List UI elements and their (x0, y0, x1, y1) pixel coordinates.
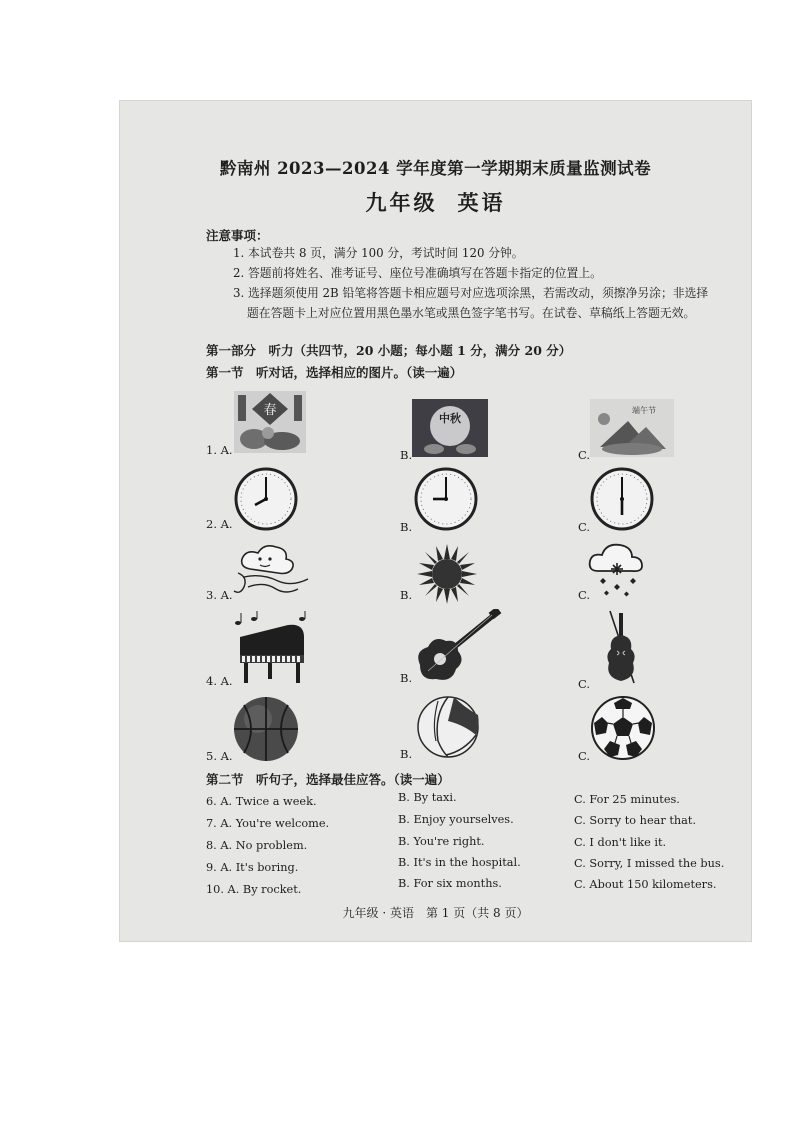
q7-option-c: C. Sorry to hear that. (574, 814, 697, 827)
clock-9-oclock-icon (414, 467, 478, 531)
q8-option-a: 8. A. No problem. (206, 839, 308, 852)
violin-icon (604, 609, 638, 687)
q3-label-b: B. (400, 588, 413, 602)
exam-subtitle (120, 187, 751, 217)
soccer-ball-icon (590, 695, 656, 761)
note-3-cont: 题在答题卡上对应位置用黑色墨水笔或黑色签字笔书写。在试卷、草稿纸上答题无效。 (247, 306, 696, 320)
q2-label-c: C. (578, 520, 591, 534)
windy-cloud-icon (230, 543, 314, 599)
volleyball-icon (416, 695, 480, 759)
part1-heading: 第一部分 听力（共四节，20 小题；每小题 1 分，满分 20 分） (206, 343, 572, 358)
exam-title: 黔南州 2023—2024 学年度第一学期期末质量监测试卷 (219, 159, 652, 178)
q5-label-b: B. (400, 747, 413, 761)
q4-label-a: 4. A. (206, 674, 233, 688)
note-1: 1. 本试卷共 8 页，满分 100 分，考试时间 120 分钟。 (233, 246, 524, 260)
note-3: 3. 选择题须使用 2B 铅笔将答题卡相应题号对应选项涂黑，若需改动，须擦净另涂；非选择 (233, 286, 709, 300)
q5-label-c: C. (578, 749, 591, 763)
q9-option-a: 9. A. It's boring. (206, 861, 299, 874)
guitar-icon (410, 609, 502, 685)
note-2: 2. 答题前将姓名、准考证号、座位号准确填写在答题卡指定的位置上。 (233, 266, 602, 280)
piano-icon (230, 611, 312, 685)
q6-option-b: B. By taxi. (398, 791, 457, 804)
q1-label-c: C. (578, 448, 591, 462)
q3-label-a: 3. A. (206, 588, 233, 602)
q1-label-b: B. (400, 448, 413, 462)
notes-heading: 注意事项： (206, 228, 269, 243)
spring-label: 春 (263, 403, 277, 418)
grade-label: 九年级 (365, 190, 438, 215)
q9-option-c: C. Sorry, I missed the bus. (574, 857, 725, 870)
q6-option-c: C. For 25 minutes. (574, 793, 680, 806)
q6-option-a: 6. A. Twice a week. (206, 795, 317, 808)
q10-option-b: B. For six months. (398, 877, 502, 890)
q4-label-c: C. (578, 677, 591, 691)
q8-option-b: B. You're right. (398, 835, 485, 848)
q9-option-b: B. It's in the hospital. (398, 856, 521, 869)
clock-6-oclock-icon (590, 467, 654, 531)
exam-page (120, 101, 751, 941)
dragon-boat-festival-image (590, 399, 674, 457)
q4-label-b: B. (400, 671, 413, 685)
snowy-icon (586, 541, 648, 601)
q10-option-a: 10. A. By rocket. (206, 883, 302, 896)
section2-heading: 第二节 听句子，选择最佳应答。（读一遍） (206, 772, 450, 787)
q7-option-b: B. Enjoy yourselves. (398, 813, 514, 826)
subject-label: 英语 (457, 190, 506, 215)
clock-8-oclock-icon (234, 467, 298, 531)
page-footer: 九年级 · 英语 第 1 页（共 8 页） (342, 906, 529, 920)
mid-autumn-festival-image (412, 399, 488, 457)
section1-heading: 第一节 听对话，选择相应的图片。（读一遍） (206, 365, 463, 380)
q2-label-b: B. (400, 520, 413, 534)
q1-label-a: 1. A. (206, 443, 233, 457)
q10-option-c: C. About 150 kilometers. (574, 878, 717, 891)
spring-festival-image (234, 391, 306, 453)
basketball-icon (232, 695, 300, 763)
q7-option-a: 7. A. You're welcome. (206, 817, 330, 830)
mid-autumn-label: 中秋 (439, 412, 461, 425)
sunny-icon (416, 543, 478, 605)
q3-label-c: C. (578, 588, 591, 602)
q8-option-c: C. I don't like it. (574, 836, 667, 849)
q5-label-a: 5. A. (206, 749, 233, 763)
q2-label-a: 2. A. (206, 517, 233, 531)
dragon-boat-label: 端午节 (632, 406, 656, 415)
